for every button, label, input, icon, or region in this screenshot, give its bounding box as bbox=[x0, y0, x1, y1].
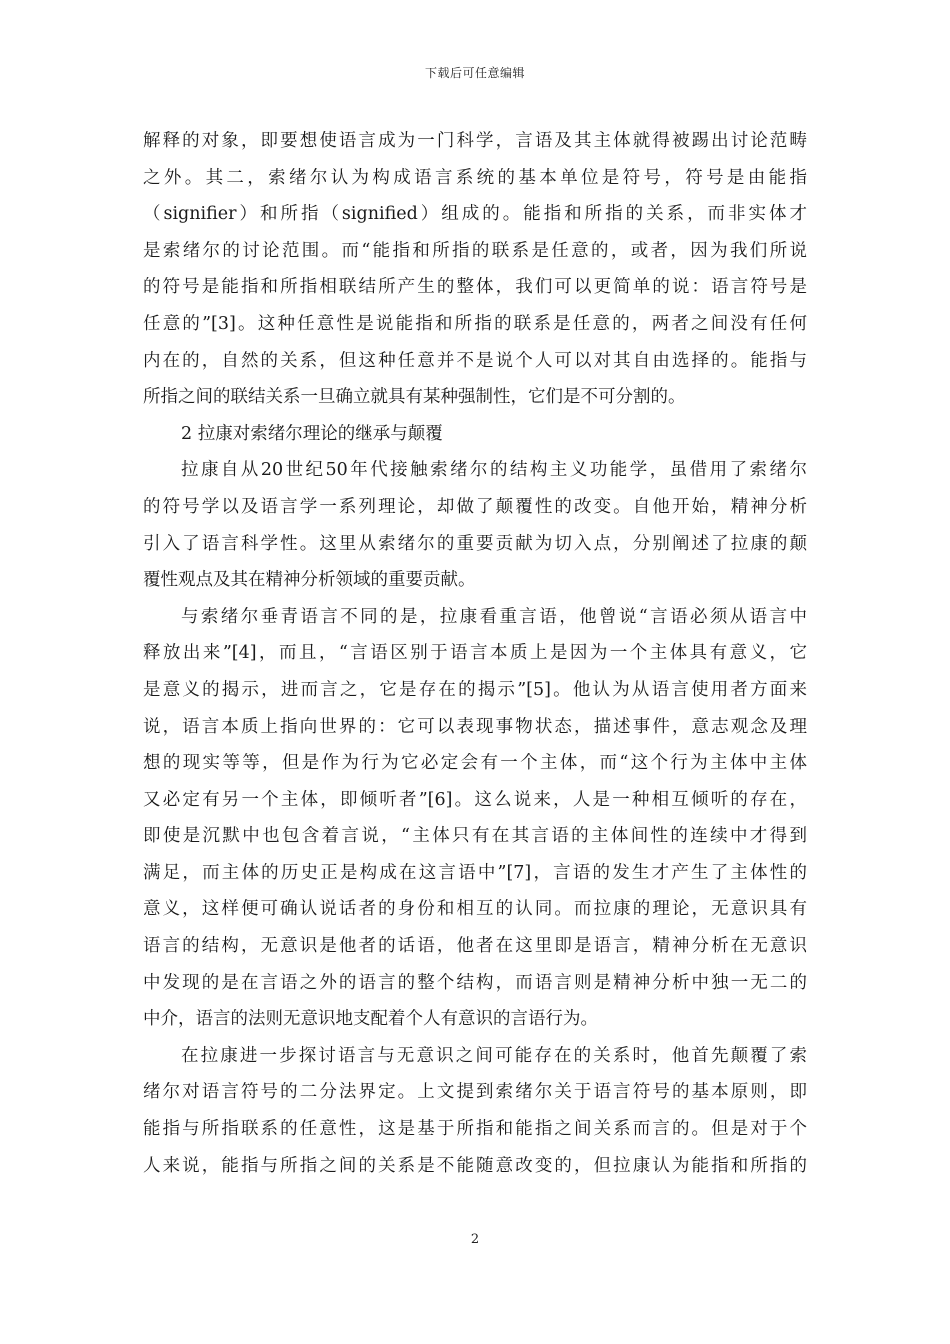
text-line: 说，语言本质上指向世界的：它可以表现事物状态，描述事件，意志观念及理 bbox=[143, 716, 807, 737]
text-line: 满足，而主体的历史正是构成在这言语中”[7]，言语的发生才产生了主体性的 bbox=[143, 862, 807, 883]
text-line: 的符号学以及语言学一系列理论，却做了颠覆性的改变。自他开始，精神分析 bbox=[143, 496, 807, 517]
text-line: 任意的”[3]。这种任意性是说能指和所指的联系是任意的，两者之间没有任何 bbox=[143, 313, 807, 334]
text-line: 解释的对象，即要想使语言成为一门科学，言语及其主体就得被踢出讨论范畴 bbox=[143, 131, 807, 151]
text-line: 即使是沉默中也包含着言说，“主体只有在其言语的主体间性的连续中才得到 bbox=[143, 826, 807, 847]
text-line: 在拉康进一步探讨语言与无意识之间可能存在的关系时，他首先颠覆了索 bbox=[181, 1045, 807, 1066]
text-line: 覆性观点及其在精神分析领域的重要贡献。 bbox=[143, 570, 476, 591]
text-line: 中介，语言的法则无意识地支配着个人有意识的言语行为。 bbox=[143, 1009, 598, 1030]
text-line: 拉康自从20世纪50年代接触索绪尔的结构主义功能学，虽借用了索绪尔 bbox=[181, 460, 807, 481]
page-header: 下载后可任意编辑 bbox=[424, 66, 525, 80]
text-line: 之外。其二，索绪尔认为构成语言系统的基本单位是符号，符号是由能指 bbox=[143, 167, 807, 188]
text-line: 内在的，自然的关系，但这种任意并不是说个人可以对其自由选择的。能指与 bbox=[143, 350, 807, 371]
text-line: 想的现实等等，但是作为行为它必定会有一个主体，而“这个行为主体中主体 bbox=[143, 753, 807, 774]
section-heading: 2 拉康对索绪尔理论的继承与颠覆 bbox=[181, 423, 443, 444]
text-line: 是索绪尔的讨论范围。而“能指和所指的联系是任意的，或者，因为我们所说 bbox=[143, 240, 807, 261]
text-line: 中发现的是在言语之外的语言的整个结构，而语言则是精神分析中独一无二的 bbox=[143, 972, 807, 993]
page-number: 2 bbox=[470, 1232, 480, 1247]
text-line: 语言的结构，无意识是他者的话语，他者在这里即是语言，精神分析在无意识 bbox=[143, 936, 807, 957]
text-line: 与索绪尔垂青语言不同的是，拉康看重言语，他曾说“言语必须从语言中 bbox=[181, 606, 807, 627]
text-line: 释放出来”[4]，而且，“言语区别于语言本质上是因为一个主体具有意义，它 bbox=[143, 643, 807, 664]
text-line: 是意义的揭示，进而言之，它是存在的揭示”[5]。他认为从语言使用者方面来 bbox=[143, 679, 807, 700]
text-line: 能指与所指联系的任意性，这是基于所指和能指之间关系而言的。但是对于个 bbox=[143, 1119, 807, 1140]
text-line: 意义，这样便可确认说话者的身份和相互的认同。而拉康的理论，无意识具有 bbox=[143, 899, 807, 920]
text-line: 引入了语言科学性。这里从索绪尔的重要贡献为切入点，分别阐述了拉康的颠 bbox=[143, 533, 807, 554]
text-line: 又必定有另一个主体，即倾听者”[6]。这么说来，人是一种相互倾听的存在， bbox=[143, 789, 807, 810]
text-line: 所指之间的联结关系一旦确立就具有某种强制性，它们是不可分割的。 bbox=[143, 387, 686, 408]
text-line: （signifier）和所指（signified）组成的。能指和所指的关系，而非实体才 bbox=[143, 204, 807, 225]
text-line: 的符号是能指和所指相联结所产生的整体，我们可以更简单的说：语言符号是 bbox=[143, 277, 807, 298]
body-text bbox=[143, 123, 807, 1184]
text-line: 人来说，能指与所指之间的关系是不能随意改变的，但拉康认为能指和所指的 bbox=[143, 1155, 807, 1176]
text-line: 绪尔对语言符号的二分法界定。上文提到索绪尔关于语言符号的基本原则，即 bbox=[143, 1082, 807, 1103]
